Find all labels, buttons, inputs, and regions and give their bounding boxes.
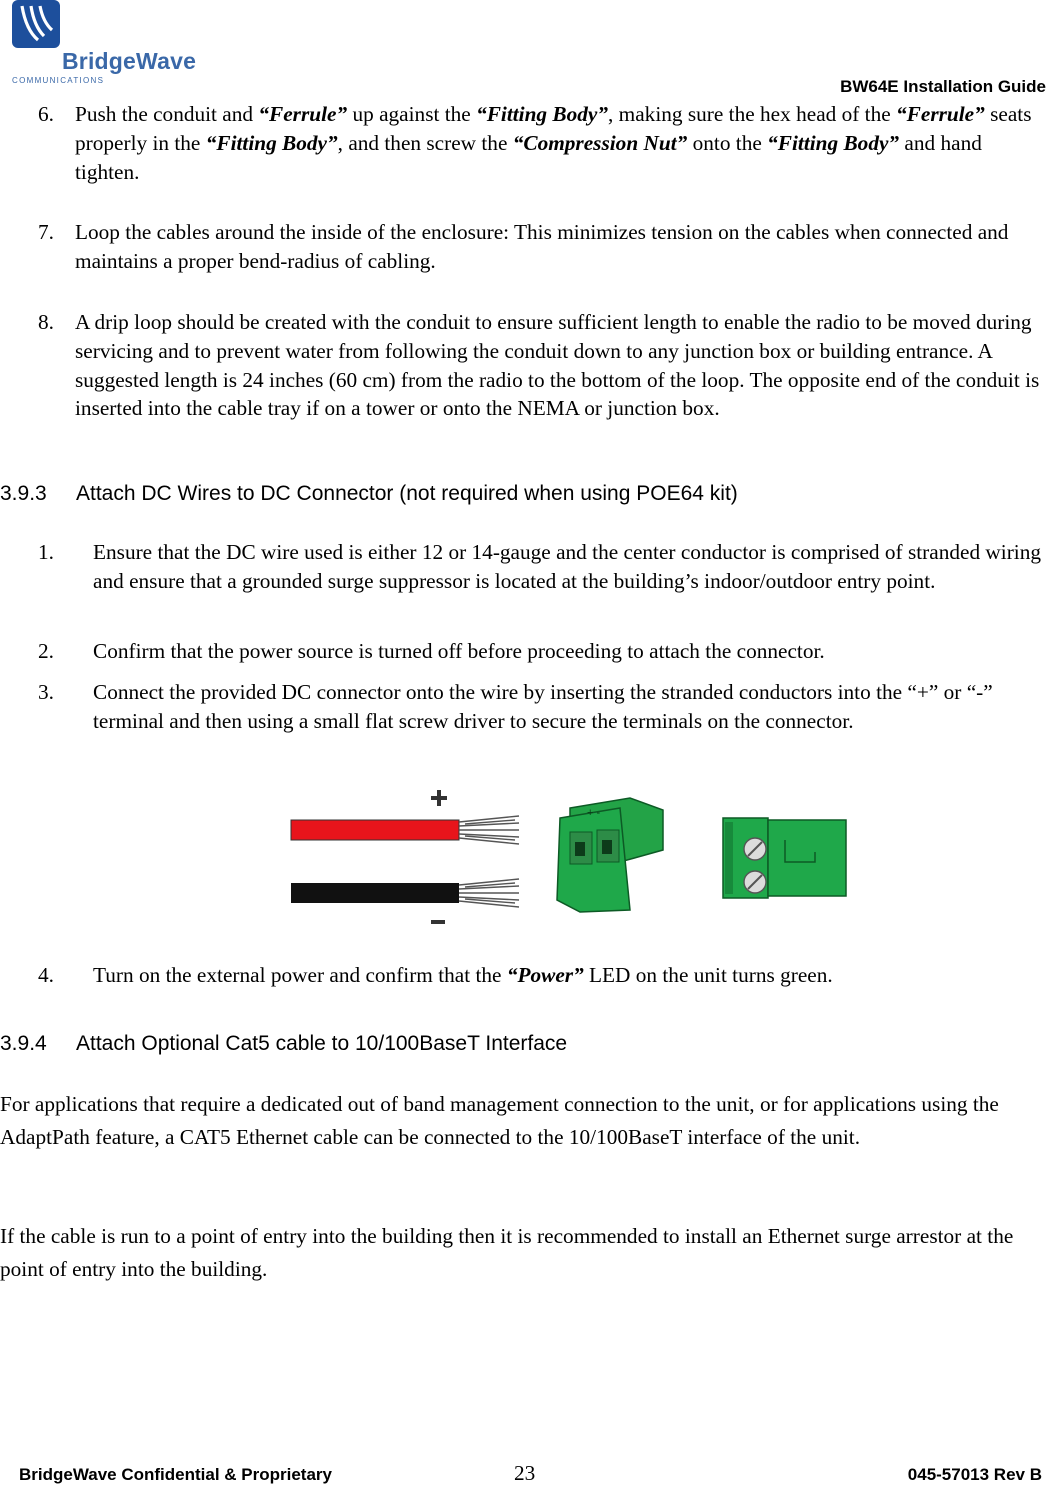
section-number: 3.9.4 [0, 1032, 47, 1055]
step-text: A drip loop should be created with the conduit to ensure sufficient length to enable the radio to be moved during servicing and to prevent water from following the conduit down to any junction box or building entrance. A suggested length is 24 inches (60 cm) from the radio to the bottom of the loop. The opposite end of the conduit is inserted into the cable tray if on a tower or onto the NEMA or junction box. [75, 310, 1040, 421]
section-title: Attach Optional Cat5 cable to 10/100BaseT Interface [76, 1032, 568, 1055]
logo [10, 0, 210, 90]
step-text: Turn on the external power and confirm that the “Power” LED on the unit turns green. [93, 963, 833, 987]
section-number: 3.9.3 [0, 482, 47, 505]
step-number: 8. [38, 310, 54, 334]
logo-subtitle: COMMUNICATIONS [12, 76, 105, 85]
plus-sign-icon [431, 790, 447, 806]
paragraph: If the cable is run to a point of entry into the building then it is recommended to install an Ethernet surge arrestor at the point of entry into the building. [0, 1224, 1014, 1281]
dc-connector-figure [285, 790, 855, 930]
step-number: 7. [38, 220, 54, 244]
connector-front-view [723, 818, 846, 898]
section-title: Attach DC Wires to DC Connector (not required when using POE64 kit) [76, 482, 738, 505]
paragraph: For applications that require a dedicated out of band management connection to the unit, or for applications using the AdaptPath feature, a CAT5 Ethernet cable can be connected to the 10/100BaseT interface of the unit. [0, 1092, 999, 1149]
svg-text:+ -: + - [587, 807, 601, 819]
logo-mark-icon [12, 0, 64, 50]
step-number: 1. [38, 540, 54, 564]
connector-angled-view [557, 798, 663, 912]
step-number: 3. [38, 680, 54, 704]
logo-wordmark: BridgeWave [62, 48, 197, 74]
document-title: BW64E Installation Guide [840, 77, 1046, 96]
step-text: Connect the provided DC connector onto the wire by inserting the stranded conductors into the “+” or “-” terminal and then using a small flat screw driver to secure the terminals on the connector. [93, 680, 993, 733]
minus-sign-icon [431, 920, 445, 924]
footer-confidential: BridgeWave Confidential & Proprietary [19, 1465, 332, 1484]
step-number: 6. [38, 102, 54, 126]
step-number: 4. [38, 963, 54, 987]
step-text: Push the conduit and “Ferrule” up against the “Fitting Body”, making sure the hex head of the “Ferrule” seats properly in the “Fitting Body”, and then screw the “Compression Nut” onto the “Fitting Body” and hand tighten. [75, 102, 1032, 184]
footer-doc-number: 045-57013 Rev B [907, 1465, 1042, 1484]
black-wire [291, 879, 519, 907]
step-text: Loop the cables around the inside of the enclosure: This minimizes tension on the cables when connected and maintains a proper bend-radius of cabling. [75, 220, 1009, 273]
page-number: 23 [514, 1461, 536, 1485]
red-wire [291, 816, 519, 844]
step-text: Confirm that the power source is turned off before proceeding to attach the connector. [93, 639, 825, 663]
step-number: 2. [38, 639, 54, 663]
step-text: Ensure that the DC wire used is either 12 or 14-gauge and the center conductor is comprised of stranded wiring and ensure that a grounded surge suppressor is located at the building’s indoor/outdoor entry point. [93, 540, 1042, 593]
